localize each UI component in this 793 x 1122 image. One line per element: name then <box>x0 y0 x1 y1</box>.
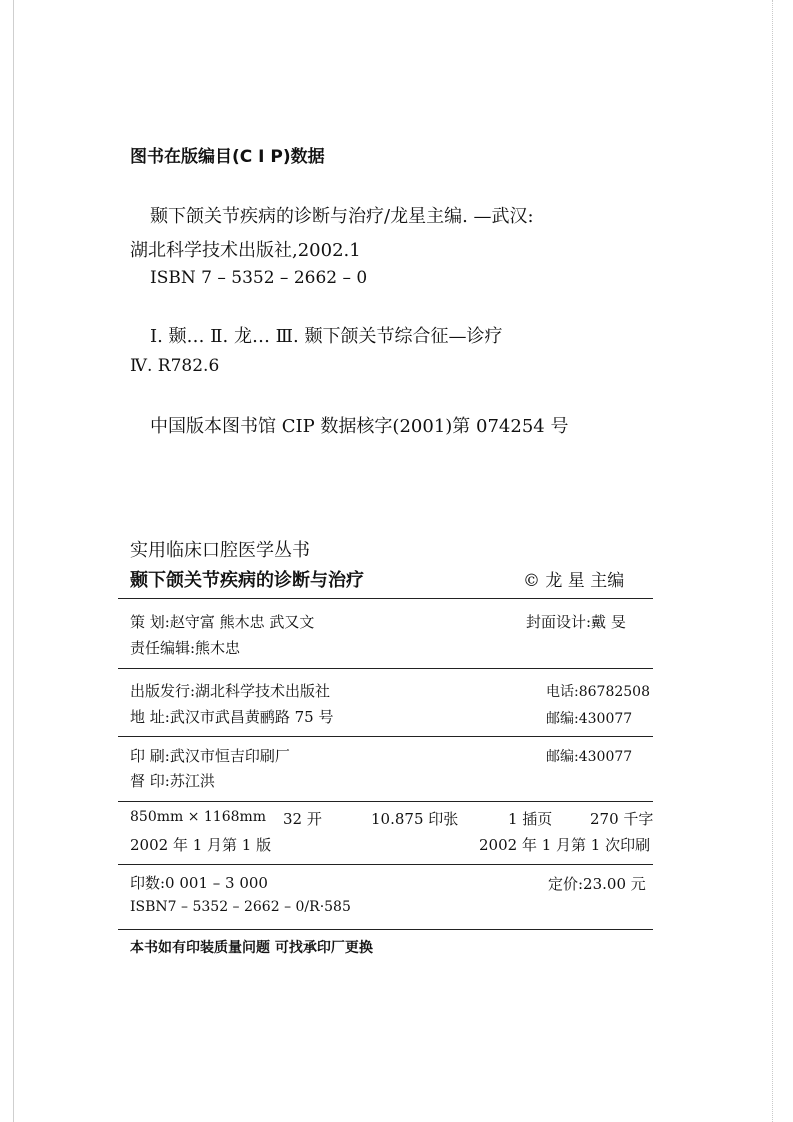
divider <box>118 736 653 737</box>
format-size: 850mm × 1168mm <box>130 809 267 825</box>
cip-line-2: 湖北科学技术出版社,2002.1 <box>130 240 361 261</box>
insert-plates: 1 插页 <box>508 810 553 828</box>
quality-notice: 本书如有印装质量问题 可找承印厂更换 <box>130 940 373 956</box>
cip-heading: 图书在版编目(C I P)数据 <box>130 147 325 167</box>
chief-editor: © 龙 星 主编 <box>523 571 625 591</box>
address-line: 地 址:武汉市武昌黄鹂路 75 号 <box>130 708 334 726</box>
page-left-edge <box>13 0 14 1122</box>
printer-line: 印 刷:武汉市恒吉印刷厂 <box>130 747 290 765</box>
page-right-edge <box>772 0 774 1122</box>
book-title: 颞下颌关节疾病的诊断与治疗 <box>130 570 364 591</box>
edition-line: 2002 年 1 月第 1 版 <box>130 836 272 854</box>
isbn-classification: ISBN7 – 5352 – 2662 – 0/R·585 <box>130 899 351 915</box>
print-run: 印数:0 001 – 3 000 <box>130 874 268 892</box>
cip-line-3: ISBN 7 – 5352 – 2662 – 0 <box>150 268 368 288</box>
divider <box>118 801 653 802</box>
phone-number: 电话:86782508 <box>546 684 650 700</box>
planning-line: 策 划:赵守富 熊木忠 武又文 <box>130 613 315 631</box>
format-kai: 32 开 <box>283 810 322 828</box>
cip-verify-line: 中国版本图书馆 CIP 数据核字(2001)第 074254 号 <box>150 416 569 437</box>
divider <box>118 864 653 865</box>
cip-line-1: 颞下颌关节疾病的诊断与治疗/龙星主编. —武汉: <box>150 206 534 227</box>
divider <box>118 929 653 930</box>
cover-design: 封面设计:戴 旻 <box>526 613 626 631</box>
postcode-printer: 邮编:430077 <box>546 749 633 765</box>
word-count: 270 千字 <box>590 810 654 828</box>
price: 定价:23.00 元 <box>548 875 646 893</box>
divider <box>118 668 653 669</box>
supervisor-line: 督 印:苏江洪 <box>130 772 215 790</box>
responsible-editor: 责任编辑:熊木忠 <box>130 639 241 657</box>
printing-line: 2002 年 1 月第 1 次印刷 <box>479 836 651 854</box>
cip-subject-line-1: Ⅰ. 颞… Ⅱ. 龙… Ⅲ. 颞下颌关节综合征—诊疗 <box>150 326 503 347</box>
cip-subject-line-2: Ⅳ. R782.6 <box>130 356 220 376</box>
divider <box>118 598 653 599</box>
series-name: 实用临床口腔医学丛书 <box>130 540 310 561</box>
postcode-publisher: 邮编:430077 <box>546 711 633 727</box>
publisher-line: 出版发行:湖北科学技术出版社 <box>130 682 331 700</box>
print-sheets: 10.875 印张 <box>371 810 459 828</box>
